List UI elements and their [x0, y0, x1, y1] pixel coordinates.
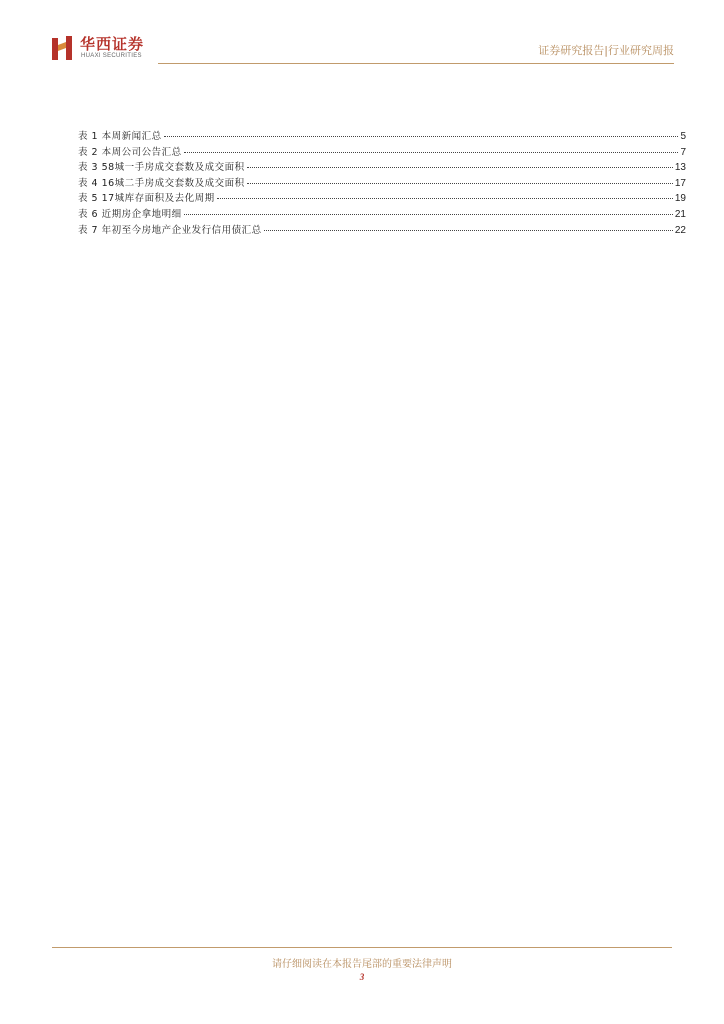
toc-leader-dots [184, 152, 679, 153]
toc-item-page: 17 [674, 177, 686, 189]
toc-item[interactable] [78, 206, 686, 222]
toc-leader-dots [164, 136, 679, 137]
table-of-figures [78, 128, 686, 237]
header-divider [158, 63, 674, 64]
toc-leader-dots [247, 167, 673, 168]
toc-leader-dots [247, 183, 673, 184]
logo-chinese-name: 华西证券 [80, 35, 145, 53]
footer-divider [52, 947, 672, 948]
toc-leader-dots [264, 230, 673, 231]
toc-leader-dots [184, 214, 673, 215]
page-number: 3 [359, 972, 365, 982]
toc-item[interactable] [78, 190, 686, 206]
page-header [52, 30, 674, 66]
toc-item-page: 13 [674, 162, 686, 174]
toc-item-label: 表 7 年初至今房地产企业发行信用债汇总 [78, 224, 262, 236]
legal-notice: 请仔细阅读在本报告尾部的重要法律声明 [272, 959, 452, 970]
toc-item-page: 5 [680, 131, 686, 142]
toc-item-page: 21 [674, 208, 686, 220]
toc-item[interactable] [78, 159, 686, 175]
toc-item-label: 表 2 本周公司公告汇总 [78, 146, 182, 158]
toc-item-page: 19 [674, 193, 686, 205]
toc-item-label: 表 4 16城二手房成交套数及成交面积 [78, 177, 245, 189]
toc-item-label: 表 3 58城一手房成交套数及成交面积 [78, 162, 245, 174]
huaxi-logo-icon [52, 36, 72, 60]
toc-item[interactable] [78, 144, 686, 160]
toc-leader-dots [217, 198, 673, 199]
toc-item-page: 22 [674, 224, 686, 236]
toc-item[interactable] [78, 175, 686, 191]
report-type-label: 证券研究报告|行业研究周报 [538, 44, 674, 57]
toc-item-page: 7 [680, 146, 686, 158]
logo-english-name: HUAXI SECURITIES [81, 53, 142, 59]
toc-item-label: 表 6 近期房企拿地明细 [78, 208, 182, 220]
toc-item-label: 表 5 17城库存面积及去化周期 [78, 193, 215, 205]
toc-item[interactable] [78, 128, 686, 144]
toc-item[interactable] [78, 222, 686, 238]
toc-item-label: 表 1 本周新闻汇总 [78, 131, 162, 142]
